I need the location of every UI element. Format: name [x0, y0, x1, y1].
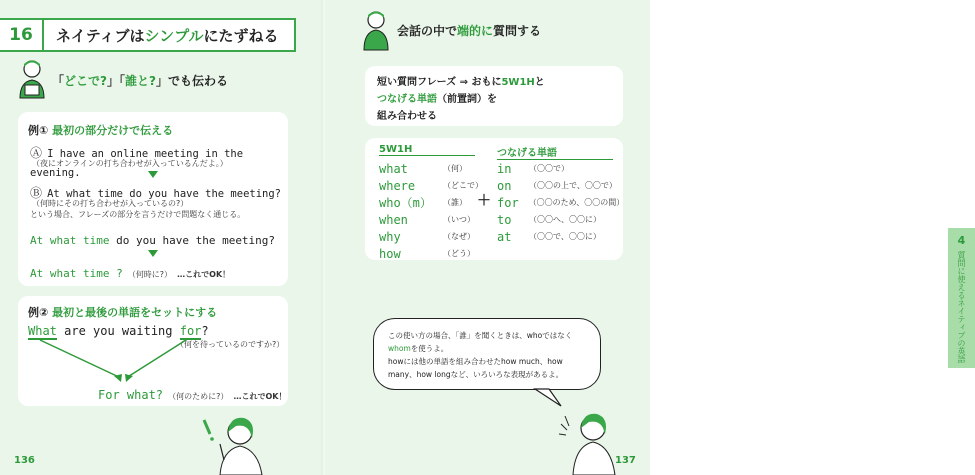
page-number-right: 137 — [615, 455, 636, 466]
rule-card — [365, 66, 623, 126]
word: in — [497, 161, 512, 176]
wh-word-row — [379, 228, 481, 245]
bubble-line-3: howには他の単語を組み合わせたhow much、how — [388, 357, 563, 366]
sentence-b: Ⓑ At what time do you have the meeting? — [30, 186, 282, 200]
arrow-down-icon — [148, 171, 158, 178]
left-page — [0, 0, 325, 475]
word-meaning: （どう） — [443, 249, 475, 258]
word-meaning: （いつ） — [443, 215, 475, 224]
word: what — [379, 161, 408, 176]
col-head-5w1h: 5W1H — [379, 144, 475, 156]
wh-word-row — [379, 160, 481, 177]
word-table-card — [365, 138, 623, 260]
question-2-translation: （何を待っているのですか?） — [176, 340, 285, 349]
sentence-b-translation: （何時にその打ち合わせが入っているの?） — [32, 199, 189, 208]
right-page — [325, 0, 966, 475]
preposition-row — [497, 177, 623, 194]
chapter-number: 16 — [0, 20, 44, 50]
word-meaning: （〇〇の上で、〇〇で） — [529, 181, 617, 190]
word-meaning: （なぜ） — [443, 232, 475, 241]
subtitle: 「どこで?」「誰と?」でも伝わる — [52, 74, 228, 88]
example-1-card — [18, 112, 288, 286]
rule-line-3: 組み合わせる — [377, 111, 437, 122]
word-meaning: （どこで） — [443, 181, 483, 190]
word: why — [379, 229, 401, 244]
plus-sign: ＋ — [477, 193, 491, 209]
short-question-2: For what? （何のために?） …これでOK！ — [98, 388, 287, 402]
speech-bubble — [373, 318, 601, 390]
sentence-a-translation: （夜にオンラインの打ち合わせが入っているんだよ。） — [32, 159, 228, 168]
preposition-row — [497, 211, 623, 228]
explanation-note: という場合、フレーズの部分を言うだけで問題なく通じる。 — [30, 210, 246, 219]
rule-line-1: 短い質問フレーズ ⇒ おもに5W1Hと — [377, 77, 545, 88]
bubble-line-4: many、how longなど、いろいろな表現があるよ。 — [388, 370, 564, 379]
word: for — [497, 195, 519, 210]
word-meaning: （〇〇のため、〇〇の間） — [528, 198, 625, 207]
full-question: At what time do you have the meeting? — [30, 234, 276, 247]
word: how — [379, 246, 401, 261]
word: on — [497, 178, 512, 193]
wh-word-row — [379, 194, 481, 211]
word-meaning: （誰） — [443, 198, 467, 207]
word-meaning: （何） — [443, 164, 467, 173]
word-meaning: （〇〇で） — [529, 164, 569, 173]
arrow-down-icon — [148, 250, 158, 257]
side-tab-text: 質問に使えるネイティブの英語 — [957, 251, 966, 363]
word: where — [379, 178, 416, 193]
bubble-line-1: この使い方の場合、「誰」を聞くときは、whoではなく — [388, 331, 573, 340]
bubble-line-2: whomを使うよ。 — [388, 344, 449, 353]
word-meaning: （〇〇へ、〇〇に） — [529, 215, 601, 224]
word: at — [497, 229, 512, 244]
sentence-a: Ⓐ I have an online meeting in the evening. — [30, 146, 244, 179]
word-meaning: （〇〇で、〇〇に） — [529, 232, 601, 241]
preposition-row — [497, 160, 623, 177]
rule-line-2: つなげる単語（前置詞）を — [377, 94, 497, 105]
word: when — [379, 212, 408, 227]
wh-word-row — [379, 245, 481, 262]
short-question: At what time ? （何時に?） …これでOK！ — [30, 267, 231, 280]
preposition-row — [497, 228, 623, 245]
word: to — [497, 212, 512, 227]
chapter-side-tab — [948, 228, 975, 368]
preposition-list — [497, 160, 623, 245]
wh-word-row — [379, 177, 481, 194]
man-reading-illustration — [16, 58, 48, 100]
col-head-connectors: つなげる単語 — [497, 144, 613, 160]
page-number-left: 136 — [14, 455, 35, 466]
man-thinking-illustration — [361, 10, 391, 50]
wh-word-row — [379, 211, 481, 228]
word: who（m） — [379, 196, 432, 210]
wh-word-list — [379, 160, 481, 262]
example-2-card — [18, 296, 288, 406]
section-heading: 会話の中で端的に質問する — [397, 24, 542, 38]
example-2-title: 例② 最初と最後の単語をセットにする — [28, 306, 218, 319]
woman-pointing-illustration — [196, 410, 268, 475]
side-tab-number: 4 — [957, 234, 966, 247]
example-1-title: 例① 最初の部分だけで伝える — [28, 124, 174, 137]
chapter-header — [0, 18, 296, 52]
chapter-title: ネイティブはシンプルにたずねる — [56, 26, 279, 45]
question-2: What are you waiting for? — [28, 324, 209, 338]
preposition-row — [497, 194, 623, 211]
